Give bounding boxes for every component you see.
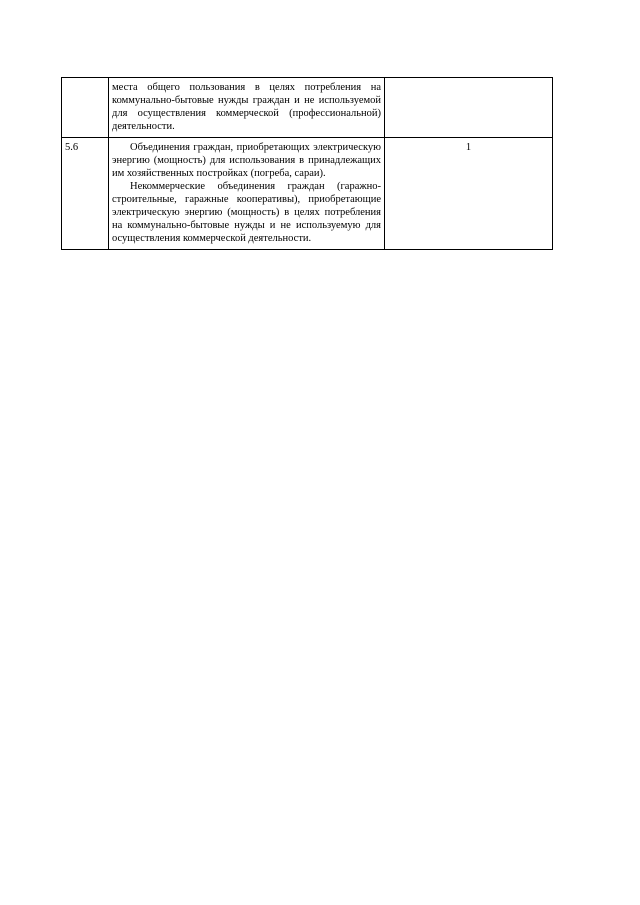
table-row xyxy=(62,138,553,250)
description-paragraph: места общего пользования в целях потребления на коммунально-бытовые нужды граждан и не используемой для осуществления коммерческой (профессиональной) деятельности. xyxy=(112,82,381,132)
row-value-cell xyxy=(385,78,553,138)
row-description-cell xyxy=(109,78,385,138)
row-description-cell xyxy=(109,138,385,250)
tariff-table xyxy=(61,77,553,250)
description-paragraph: Некоммерческие объединения граждан (гаражно-строительные, гаражные кооперативы), приобретающие электрическую энергию (мощность) в целях потребления на коммунально-бытовые нужды и не используемую для осуществления коммерческой деятельности. xyxy=(112,181,381,244)
description-paragraph: Объединения граждан, приобретающих электрическую энергию (мощность) для использования в принадлежащих им хозяйственных постройках (погреба, сараи). xyxy=(112,142,381,179)
row-number-cell: 5.6 xyxy=(62,138,109,250)
row-number-cell xyxy=(62,78,109,138)
table-body xyxy=(62,78,553,250)
row-value-cell: 1 xyxy=(385,138,553,250)
table-row xyxy=(62,78,553,138)
